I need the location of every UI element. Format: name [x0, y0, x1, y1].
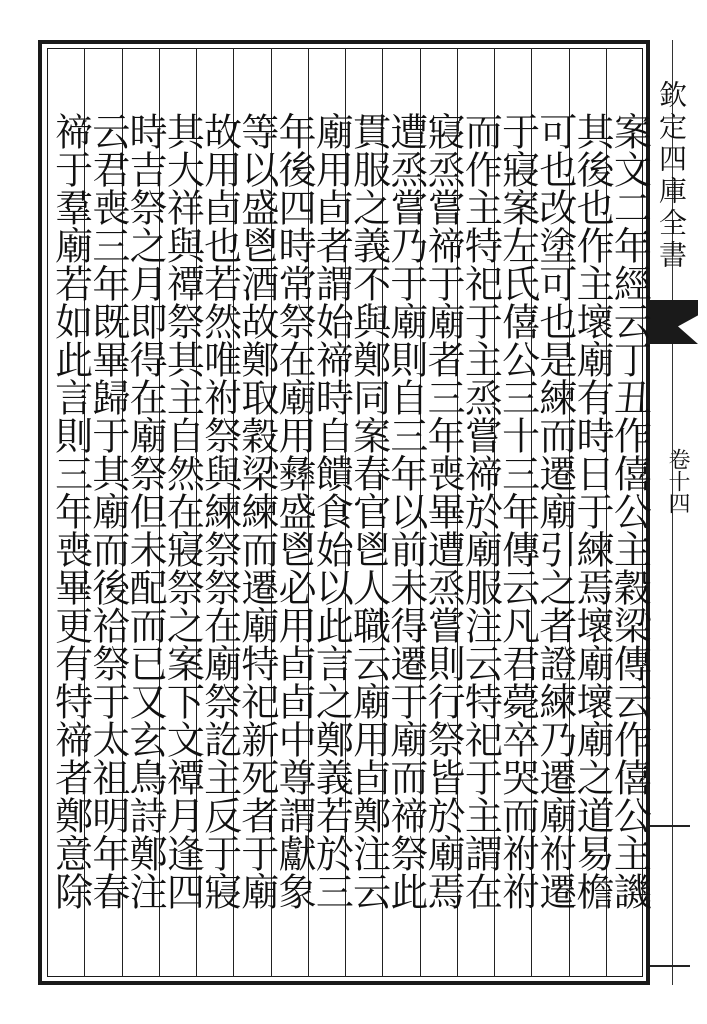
margin-tick: [650, 965, 690, 967]
text-column: 廟用卣者謂始禘時自饋食始以此言之鄭義若於三: [309, 111, 354, 910]
text-column: 案文二年經云丁丑作僖公主穀梁傳云作僖公主譏: [607, 111, 652, 910]
text-column: 遭烝嘗乃于廟則自三年以前未得遷于廟而禘祭此: [383, 111, 428, 910]
text-column: 寢烝嘗禘于廟者三年喪畢遭烝嘗則行祭皆於廟焉: [421, 111, 466, 910]
text-column: 于寢案左氏僖公三十三年傳云凡君薨卒哭而祔祔: [495, 111, 540, 910]
text-column: 年後四時常祭在廟用彝盛鬯必用卣卣中尊謂獻象: [272, 111, 317, 910]
text-column: 云君喪三年既畢歸于其廟而後祫祭于太祖明年春: [85, 111, 130, 910]
margin-volume-number: 卷十四: [665, 448, 690, 514]
fishtail-mark: [648, 300, 698, 344]
text-column: 故用卣也若然唯祔祭與練祭祭在廟祭訖主反于寢: [197, 111, 242, 910]
text-column: 其大祥與禫祭其主自然在寢祭之案下文禫月逢四: [160, 111, 205, 910]
text-column: 等以盛鬯酒故鄭取穀梁練而遷廟特祀新死者于廟: [234, 111, 279, 910]
text-column: 時吉祭之月即得在廟祭但未配而已又玄鳥詩鄭注: [123, 111, 168, 910]
text-column: 貫服之義不與鄭同案春官鬯人職云廟用卣鄭注云: [346, 111, 391, 910]
text-column: 禘于羣廟若如此言則三年喪畢更有特禘者鄭意除: [48, 111, 93, 910]
text-column: 而作主特祀于主烝嘗禘於廟服注云特祀于主謂在: [458, 111, 503, 910]
margin-book-title: 欽定四庫全書: [655, 80, 688, 272]
text-column: 可也改塗可也是練而遷廟引之者證練乃遷廟祔遷: [532, 111, 577, 910]
margin-tick: [650, 825, 690, 827]
text-column: 其後也作主壞廟有時日于練焉壞廟壞廟之道易檐: [570, 111, 615, 910]
